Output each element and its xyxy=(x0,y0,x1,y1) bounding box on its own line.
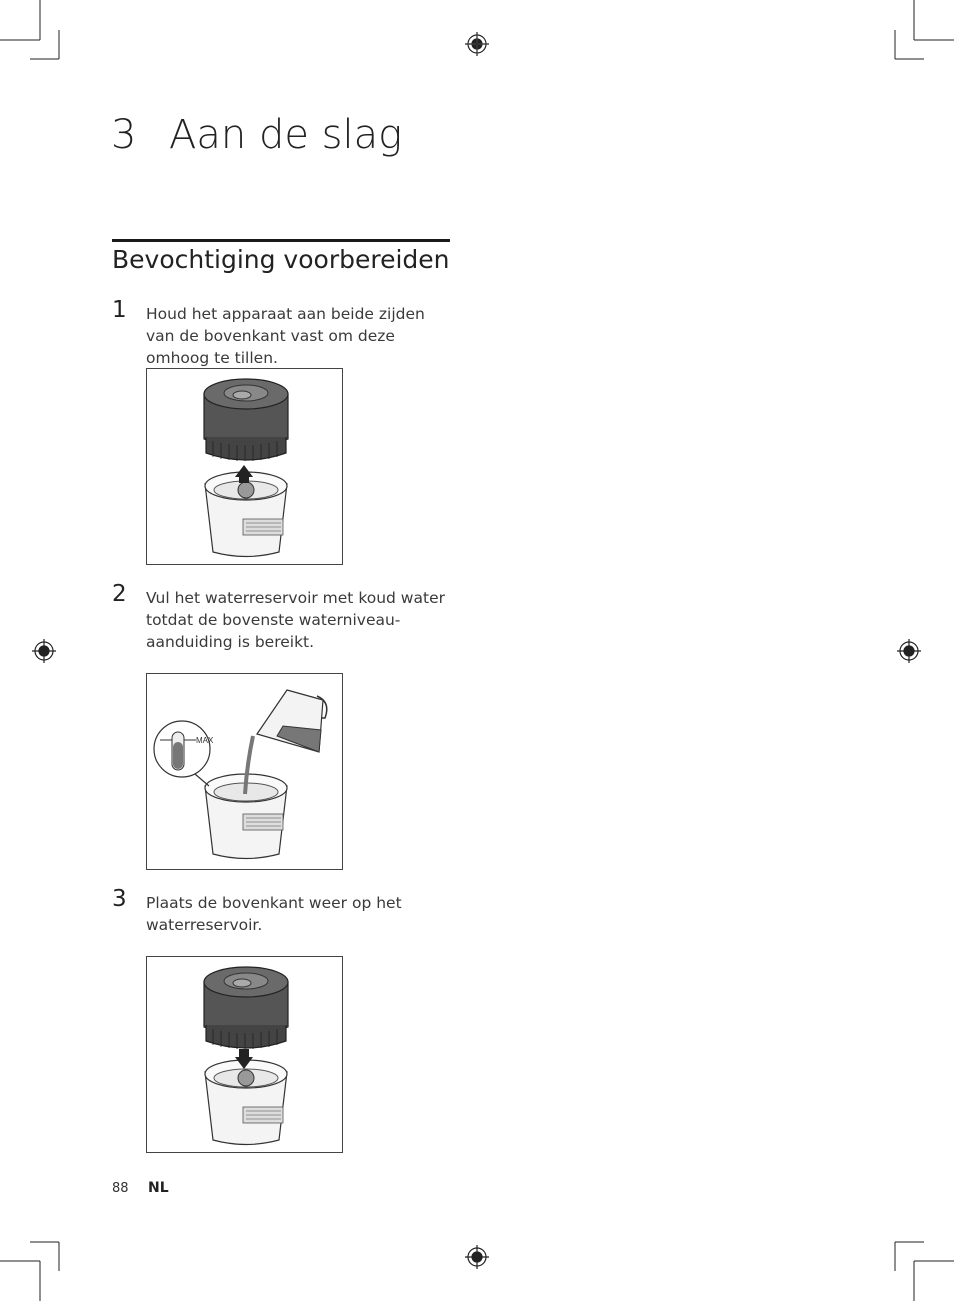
step-number-1: 1 xyxy=(112,297,127,323)
chapter-number: 3 xyxy=(111,112,137,158)
figure-fill-water xyxy=(146,673,343,870)
step-text-2: Vul het waterreservoir met koud water totdat de bovenste waterniveau-aanduiding is bereikt. xyxy=(146,589,445,651)
step-text-3: Plaats de bovenkant weer op het waterreservoir. xyxy=(146,894,402,934)
section-rule xyxy=(112,239,450,242)
section-title: Bevochtiging voorbereiden xyxy=(112,245,450,274)
step-text-1: Houd het apparaat aan beide zijden van de bovenkant vast om deze omhoog te tillen. xyxy=(146,305,425,367)
registration-target-icon xyxy=(465,32,489,56)
chapter-heading xyxy=(111,112,402,158)
lift-top-illustration xyxy=(147,369,342,564)
step-number-3: 3 xyxy=(112,886,127,912)
figure-lift-top xyxy=(146,368,343,565)
fill-water-illustration xyxy=(147,674,342,869)
figure-replace-top xyxy=(146,956,343,1153)
language-code: NL xyxy=(148,1180,169,1196)
replace-top-illustration xyxy=(147,957,342,1152)
step-number-2: 2 xyxy=(112,581,127,607)
page-number: 88 xyxy=(112,1181,129,1196)
max-level-label: MAX xyxy=(196,736,214,745)
chapter-title: Aan de slag xyxy=(169,112,403,158)
